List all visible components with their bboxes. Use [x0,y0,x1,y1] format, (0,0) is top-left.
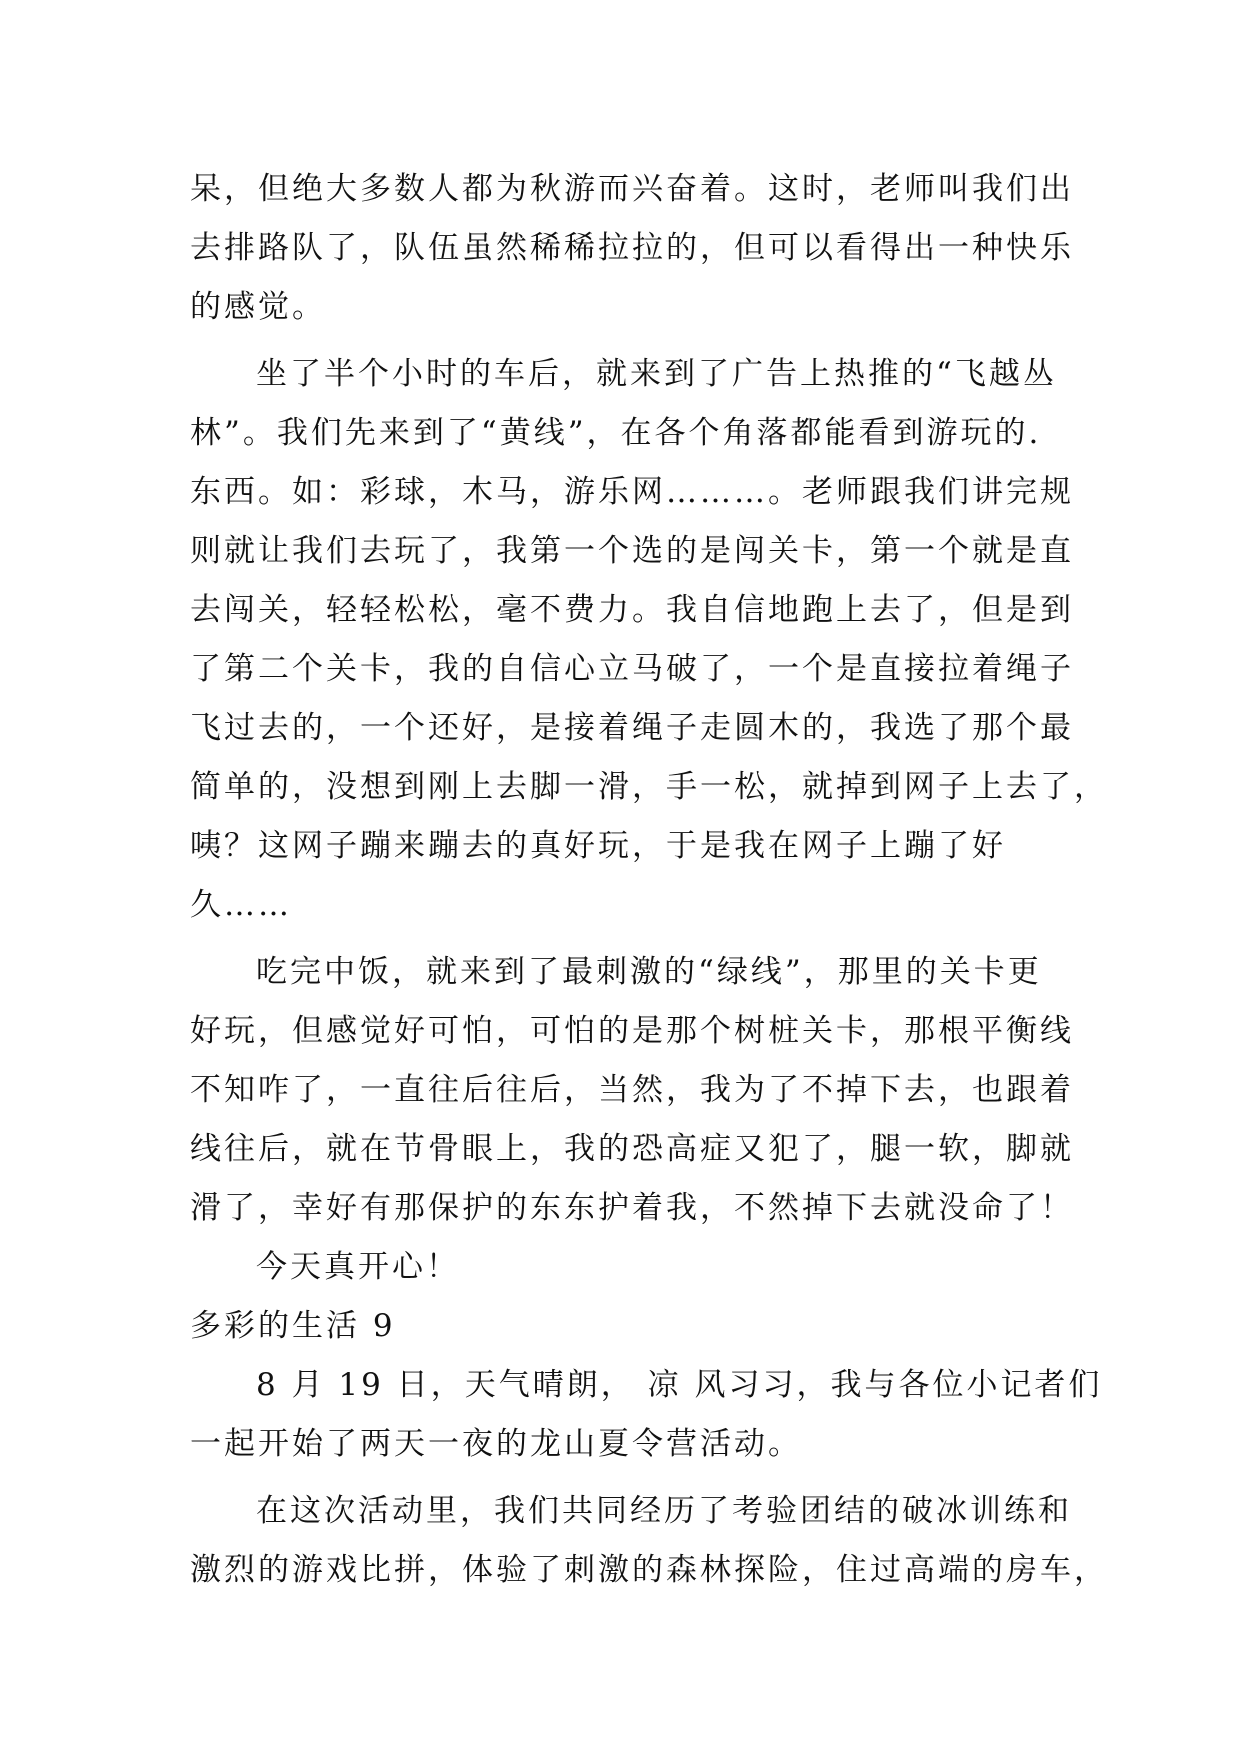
text-line: 线往后，就在节骨眼上，我的恐高症又犯了，腿一软，脚就 [190,1131,1074,1167]
text-line: 咦？这网子蹦来蹦去的真好玩，于是我在网子上蹦了好 [190,828,1006,864]
text-line: 滑了，幸好有那保护的东东护着我，不然掉下去就没命了！ [190,1190,1074,1226]
paragraph-start-line: 在这次活动里，我们共同经历了考验团结的破冰训练和 [256,1493,1072,1529]
paragraph-start-line: 坐了半个小时的车后，就来到了广告上热推的“飞越丛 [256,356,1057,392]
text-line: 好玩，但感觉好可怕，可怕的是那个树桩关卡，那根平衡线 [190,1013,1074,1049]
text-line: 了第二个关卡，我的自信心立马破了，一个是直接拉着绳子 [190,651,1074,687]
text-line: 的感觉。 [190,289,326,325]
paragraph-start-line: 吃完中饭，就来到了最刺激的“绿线”，那里的关卡更 [256,954,1042,990]
article-body [190,160,1108,1600]
text-line: 激烈的游戏比拼，体验了刺激的森林探险，住过高端的房车， [190,1552,1108,1588]
section-heading: 多彩的生活 9 [190,1308,396,1344]
text-line: 去闯关，轻轻松松，毫不费力。我自信地跑上去了，但是到 [190,592,1074,628]
text-line: 去排路队了，队伍虽然稀稀拉拉的，但可以看得出一种快乐 [190,230,1074,266]
text-line: 久…… [190,887,292,923]
text-line: 不知咋了，一直往后往后，当然，我为了不掉下去，也跟着 [190,1072,1074,1108]
text-line: 东西。如：彩球，木马，游乐网………。老师跟我们讲完规 [190,474,1074,510]
text-line: 林”。我们先来到了“黄线”，在各个角落都能看到游玩的. [190,415,1042,451]
paragraph-start-line: 8 月 19 日，天气晴朗， 凉 风习习，我与各位小记者们 [256,1367,1103,1403]
text-line: 简单的，没想到刚上去脚一滑，手一松，就掉到网子上去了， [190,769,1108,805]
text-line: 则就让我们去玩了，我第一个选的是闯关卡，第一个就是直 [190,533,1074,569]
text-line: 一起开始了两天一夜的龙山夏令营活动。 [190,1426,802,1462]
paragraph-start-line: 今天真开心！ [256,1249,460,1285]
text-line: 呆，但绝大多数人都为秋游而兴奋着。这时，老师叫我们出 [190,171,1074,207]
text-line: 飞过去的，一个还好，是接着绳子走圆木的，我选了那个最 [190,710,1074,746]
